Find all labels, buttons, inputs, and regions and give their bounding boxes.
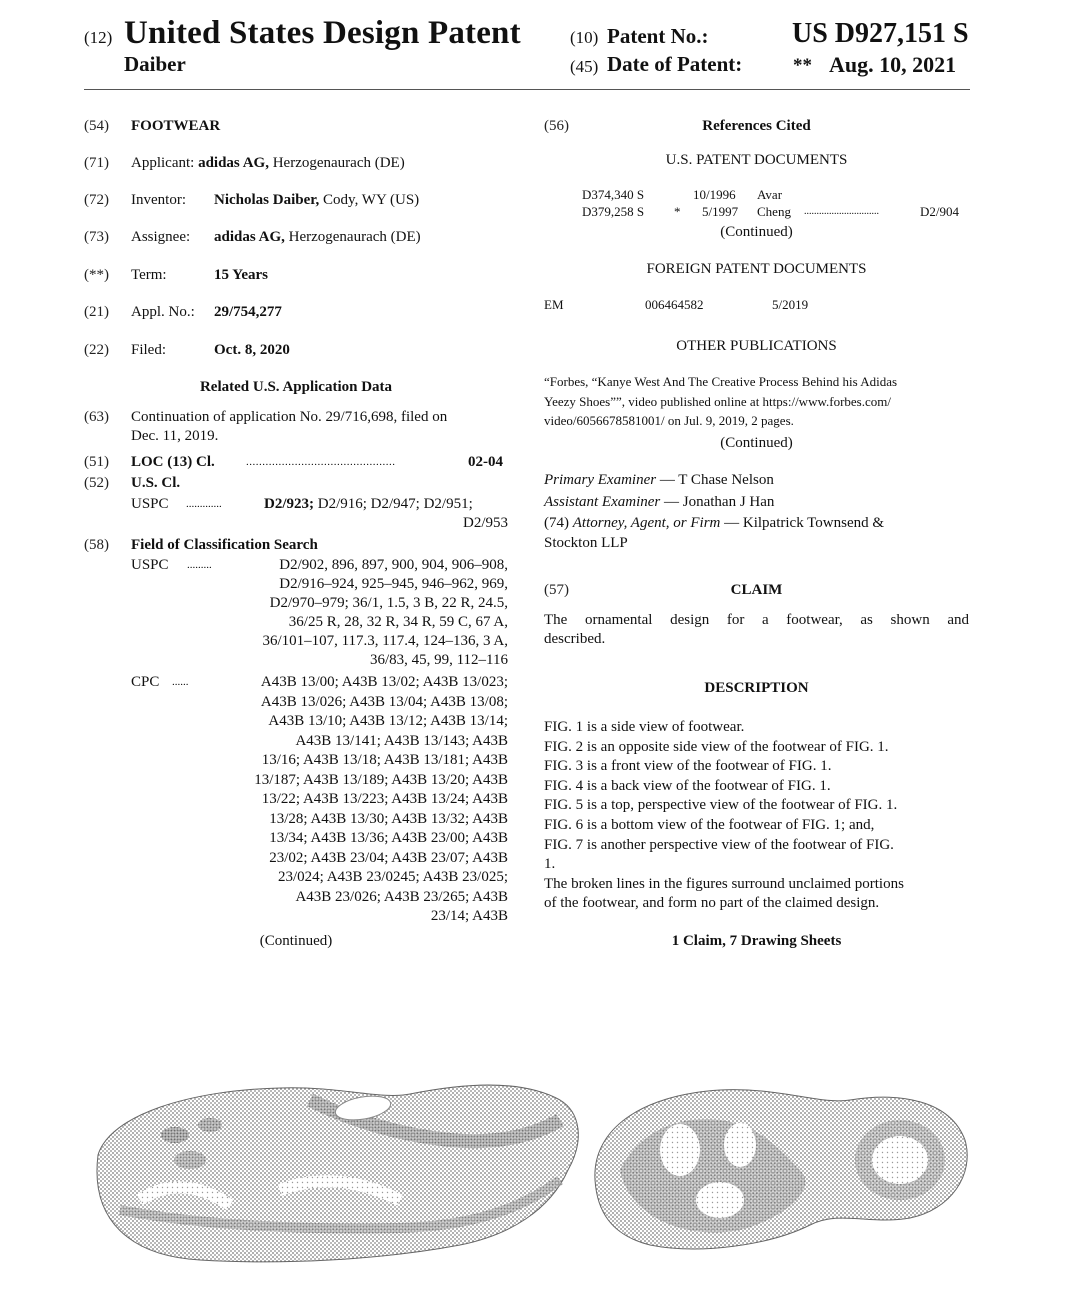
other-publications-heading: OTHER PUBLICATIONS <box>676 338 837 354</box>
uspc-classes <box>264 495 473 514</box>
term-value: 15 Years <box>214 267 269 283</box>
claims-summary: 1 Claim, 7 Drawing Sheets <box>671 933 842 949</box>
code-58: (58) <box>84 537 109 553</box>
inventor-field <box>214 191 419 210</box>
references-heading: References Cited <box>702 118 811 134</box>
filed-label: Filed: <box>131 342 167 358</box>
uspc-label: USPC <box>131 496 169 512</box>
field-search-label: Field of Classification Search <box>131 537 318 553</box>
search-cpc-line: 13/16; A43B 13/18; A43B 13/181; A43B <box>261 752 508 768</box>
table-row <box>582 203 972 220</box>
search-cpc-line: 23/14; A43B <box>430 908 508 924</box>
inventor-label: Inventor: <box>131 192 186 208</box>
primary-examiner <box>544 471 774 490</box>
foreign-date: 5/2019 <box>772 297 809 312</box>
claim-text <box>544 611 969 649</box>
applicant-label: Applicant: <box>131 155 195 171</box>
search-cpc-dots: ...... <box>172 676 189 688</box>
code-22: (22) <box>84 342 109 358</box>
search-cpc-label: CPC <box>131 674 160 690</box>
search-cpc-line: 13/187; A43B 13/189; A43B 13/20; A43B <box>254 771 508 788</box>
inventor-short: Daiber <box>124 52 186 76</box>
us-docs-heading: U.S. PATENT DOCUMENTS <box>665 152 848 168</box>
applicant-location: Herzogenaurach (DE) <box>268 155 405 171</box>
description-line: FIG. 7 is another perspective view of the footwear of FIG. <box>544 836 894 853</box>
uspc-other-classes: D2/916; D2/947; D2/951; <box>314 496 473 512</box>
description-line: FIG. 4 is a back view of the footwear of FIG. 1. <box>544 777 831 794</box>
continuation-line-1: Continuation of application No. 29/716,698, filed on <box>131 409 448 425</box>
foreign-country: EM <box>544 297 564 312</box>
code-51: (51) <box>84 454 109 470</box>
code-21: (21) <box>84 304 109 320</box>
patent-number: US D927,151 S <box>792 18 969 49</box>
applicant-name: adidas AG, <box>198 155 269 171</box>
continuation-line-2: Dec. 11, 2019. <box>131 428 219 444</box>
doc-dots: .............................. <box>804 206 879 217</box>
publication-line: Yeezy Shoes””, video published online at https://www.forbes.com/ <box>544 393 891 409</box>
search-cpc-line: A43B 13/00; A43B 13/02; A43B 13/023; <box>260 674 508 690</box>
description-line: FIG. 2 is an opposite side view of the footwear of FIG. 1. <box>544 738 889 755</box>
attorney <box>544 514 884 533</box>
us-docs-table <box>582 186 972 220</box>
assignee-location: Herzogenaurach (DE) <box>284 229 421 245</box>
uspc-primary-class: D2/923; <box>264 496 314 512</box>
inventor-name: Nicholas Daiber, <box>214 192 320 208</box>
claim-heading: CLAIM <box>730 582 783 598</box>
assistant-examiner-label: Assistant Examiner <box>544 494 661 510</box>
code-52: (52) <box>84 475 109 491</box>
other-continued: (Continued) <box>720 435 793 451</box>
code-63: (63) <box>84 409 109 425</box>
description-line: FIG. 5 is a top, perspective view of the footwear of FIG. 1. <box>544 797 898 814</box>
description-text <box>544 718 970 914</box>
uspc-dots: ............. <box>186 498 222 510</box>
search-uspc-list <box>200 556 508 670</box>
code-45: (45) <box>570 57 599 76</box>
foreign-number: 006464582 <box>645 297 704 312</box>
us-docs-continued: (Continued) <box>720 224 793 240</box>
left-continued: (Continued) <box>259 933 333 949</box>
search-uspc-line: D2/970–979; 36/1, 1.5, 3 B, 22 R, 24.5, <box>269 595 508 611</box>
appl-no-value: 29/754,277 <box>214 304 282 320</box>
primary-examiner-label: Primary Examiner <box>544 472 657 488</box>
attorney-name: — Kilpatrick Townsend & <box>720 515 885 531</box>
code-10: (10) <box>570 28 599 47</box>
search-uspc-dots: ......... <box>187 559 212 571</box>
foreign-docs-heading: FOREIGN PATENT DOCUMENTS <box>646 261 867 277</box>
assignee-name: adidas AG, <box>214 229 285 245</box>
footwear-side-view <box>97 1085 578 1262</box>
claim-line: The ornamental design for a footwear, as shown and <box>544 612 969 628</box>
other-publication <box>544 372 974 431</box>
date-label: Date of Patent: <box>607 52 743 76</box>
doc-number: D379,258 S <box>582 204 645 219</box>
code-term: (**) <box>84 267 109 283</box>
doc-date: 10/1996 <box>693 187 736 202</box>
search-cpc-line: A43B 13/10; A43B 13/12; A43B 13/14; <box>268 713 508 729</box>
description-line: of the footwear, and form no part of the claimed design. <box>544 895 880 912</box>
inventor-location: Cody, WY (US) <box>319 192 420 208</box>
assistant-examiner-name: — Jonathan J Han <box>660 494 775 510</box>
search-uspc-line: 36/101–107, 117.3, 117.4, 124–136, 3 A, <box>262 633 508 649</box>
search-cpc-line: 23/024; A43B 23/0245; A43B 23/025; <box>277 869 508 885</box>
code-72: (72) <box>84 192 109 208</box>
doc-date: 5/1997 <box>702 204 739 219</box>
search-cpc-line: A43B 13/141; A43B 13/143; A43B <box>295 732 508 749</box>
search-cpc-line: 23/02; A43B 23/04; A43B 23/07; A43B <box>269 849 508 866</box>
search-uspc-label: USPC <box>131 557 169 573</box>
description-line: The broken lines in the figures surround unclaimed portions <box>544 875 904 892</box>
doc-name: Cheng <box>757 204 791 219</box>
search-uspc-line: 36/83, 45, 99, 112–116 <box>369 652 508 668</box>
attorney-label: Attorney, Agent, or Firm <box>572 515 721 531</box>
table-row <box>582 186 972 203</box>
description-heading: DESCRIPTION <box>704 680 809 696</box>
description-line: FIG. 3 is a front view of the footwear of FIG. 1. <box>544 758 832 775</box>
doc-star: * <box>674 204 681 219</box>
footwear-bottom-view <box>595 1090 967 1249</box>
code-57: (57) <box>544 582 569 598</box>
primary-examiner-name: — T Chase Nelson <box>656 472 774 488</box>
patent-no-label: Patent No.: <box>607 24 709 48</box>
publication-line: video/6056678581001/ on Jul. 9, 2019, 2 pages. <box>544 413 794 428</box>
search-cpc-line: 13/28; A43B 13/30; A43B 13/32; A43B <box>269 810 508 827</box>
patent-date: Aug. 10, 2021 <box>829 52 957 77</box>
doc-class: D2/904 <box>920 204 959 219</box>
attorney-line-2: Stockton LLP <box>544 535 628 551</box>
claim-line: described. <box>544 631 606 647</box>
patent-figures <box>80 1060 980 1280</box>
assistant-examiner <box>544 493 774 512</box>
search-cpc-line: 13/22; A43B 13/223; A43B 13/24; A43B <box>261 791 508 807</box>
description-line: 1. <box>544 856 556 873</box>
search-uspc-line: 36/25 R, 28, 32 R, 34 R, 59 C, 67 A, <box>288 614 508 630</box>
search-uspc-line: D2/916–924, 925–945, 946–962, 969, <box>279 576 508 592</box>
publication-line: “Forbes, “Kanye West And The Creative Process Behind his Adidas <box>544 374 898 389</box>
title-field: FOOTWEAR <box>131 118 221 134</box>
applicant-field <box>131 154 405 173</box>
search-uspc-line: D2/902, 896, 897, 900, 904, 906–908, <box>279 557 508 573</box>
doc-number: D374,340 S <box>582 187 645 202</box>
description-line: FIG. 6 is a bottom view of the footwear of FIG. 1; and, <box>544 816 875 833</box>
filed-value: Oct. 8, 2020 <box>214 342 290 358</box>
code-12: (12) <box>84 28 113 47</box>
code-71: (71) <box>84 155 109 171</box>
loc-dots: .............................................. <box>246 456 396 468</box>
term-marker: ** <box>793 55 812 76</box>
code-54: (54) <box>84 118 109 134</box>
us-cl-label: U.S. Cl. <box>131 475 181 491</box>
term-label: Term: <box>131 267 167 283</box>
search-cpc-line: A43B 13/026; A43B 13/04; A43B 13/08; <box>260 693 508 710</box>
description-line: FIG. 1 is a side view of footwear. <box>544 719 745 735</box>
loc-label: LOC (13) Cl. <box>131 454 215 470</box>
appl-no-label: Appl. No.: <box>131 304 195 320</box>
header-rule <box>84 89 970 90</box>
uspc-line-2: D2/953 <box>463 515 508 531</box>
assignee-field <box>214 228 421 247</box>
related-heading: Related U.S. Application Data <box>199 379 393 395</box>
doc-name: Avar <box>757 187 783 202</box>
search-cpc-line: 13/34; A43B 13/36; A43B 23/00; A43B <box>269 830 508 846</box>
assignee-label: Assignee: <box>131 229 191 245</box>
code-73: (73) <box>84 229 109 245</box>
document-title: United States Design Patent <box>124 15 521 51</box>
search-cpc-list <box>190 673 508 927</box>
search-cpc-line: A43B 23/026; A43B 23/265; A43B <box>295 888 508 905</box>
continuation-text <box>131 408 509 446</box>
code-74: (74) <box>544 515 569 531</box>
code-56: (56) <box>544 118 569 134</box>
loc-value: 02-04 <box>468 454 503 470</box>
